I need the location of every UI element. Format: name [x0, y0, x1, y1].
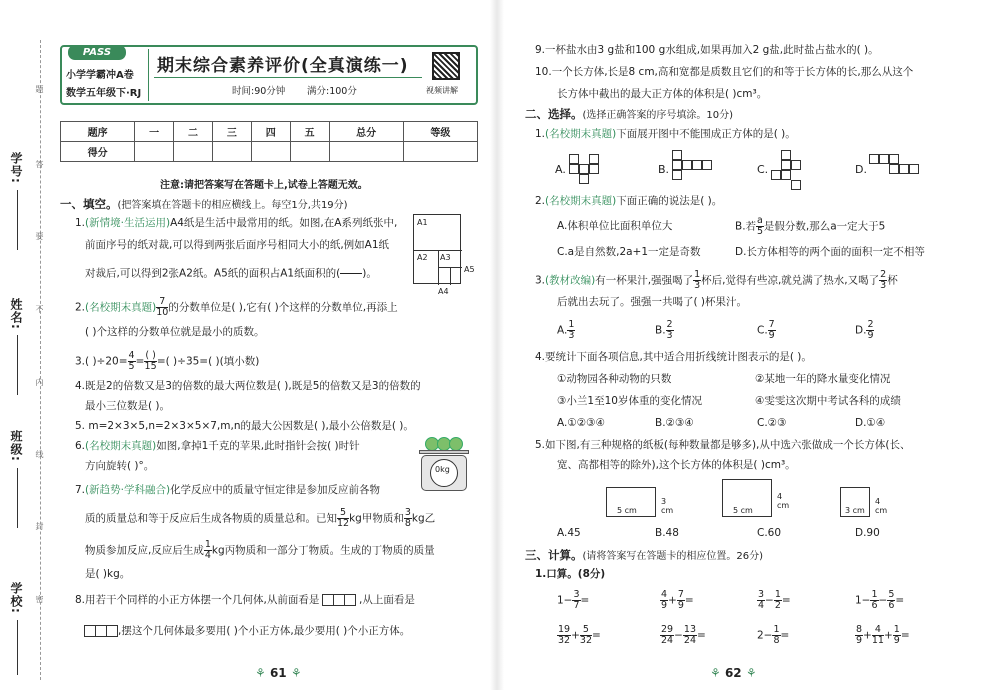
- board-5x3: 5 cm 3 cm: [606, 487, 656, 517]
- qr-label: 视频讲解: [426, 86, 458, 95]
- c1-option-a[interactable]: A.: [555, 163, 566, 176]
- c4-option-b[interactable]: B.②③④: [655, 417, 694, 429]
- cube-net-d: [869, 154, 929, 184]
- grade-label: 数学五年级下·RJ: [66, 88, 142, 99]
- c4-option-c[interactable]: C.②③: [757, 417, 787, 429]
- c4-option-a[interactable]: A.①②③④: [557, 417, 605, 429]
- notice: 注意:请把答案写在答题卡上,试卷上答题无效。: [160, 180, 368, 191]
- c1: 1.(名校期末真题)下面展开图中不能围成正方体的是( )。: [535, 128, 796, 140]
- q7-line4: 是( )kg。: [85, 568, 131, 580]
- scale-with-apples-icon: [415, 437, 473, 492]
- cube-net-c: [771, 150, 811, 190]
- side-mark: 密: [35, 595, 44, 603]
- c3-line2: 后就出去玩了。强强一共喝了( )杯果汁。: [557, 296, 748, 308]
- board-5x4: 5 cm 4 cm: [722, 479, 772, 517]
- k1-title: 1.口算。(8分): [535, 568, 606, 580]
- score-cell[interactable]: [251, 142, 290, 162]
- score-table: [60, 121, 478, 162]
- score-head: 三: [212, 122, 251, 142]
- calc-item: $\frac{3}{4}$ − $\frac{1}{2}$ =: [758, 589, 791, 611]
- series-name: 小学学霸冲A卷: [66, 70, 134, 81]
- a2-label: A2: [417, 253, 428, 262]
- book-gutter: [490, 0, 504, 690]
- pass-logo: PASS: [68, 45, 126, 60]
- c4: 4.要统计下面各项信息,其中适合用折线统计图表示的是( )。: [535, 351, 812, 363]
- score-head: 二: [174, 122, 213, 142]
- score-cell[interactable]: [403, 142, 477, 162]
- q1-line2: 前面序号的纸对裁,可以得到两张后面序号相同大小的纸,例如A1纸: [85, 239, 390, 251]
- name-label: 姓名:: [9, 298, 23, 330]
- c4-item: ④雯雯这次期中考试各科的成绩: [755, 395, 901, 407]
- q10-line2: 长方体中截出的最大正方体的体积是( )cm³。: [557, 88, 768, 100]
- calc-item: 2− $\frac{1}{8}$ =: [757, 624, 790, 646]
- a5-label: A5: [464, 265, 475, 274]
- c2-option-d[interactable]: D.长方体相等的两个面的面积一定不相等: [735, 246, 925, 258]
- paper-a-series-diagram: [413, 214, 475, 296]
- qr-code-icon[interactable]: [432, 52, 460, 80]
- c5-option-c[interactable]: C.60: [757, 527, 782, 539]
- exam-full-score: 满分:100分: [307, 86, 357, 97]
- calc-item: $\frac{29}{24}$ − $\frac{13}{24}$ =: [661, 624, 706, 646]
- q6-line2: 方向旋转( )°。: [85, 460, 155, 472]
- q9: 9.一杯盐水由3 g盐和100 g水组成,如果再加入2 g盐,此时盐占盐水的( )。: [535, 44, 879, 56]
- school-field[interactable]: [17, 620, 18, 675]
- c1-option-b[interactable]: B.: [658, 163, 670, 176]
- cube-nets-row: [555, 150, 975, 190]
- exam-title: 期末综合素养评价(全真演练一): [157, 56, 409, 76]
- c3-option-a[interactable]: A. $\frac{1}{3}$: [557, 319, 575, 341]
- q4-line2: 最小三位数是( )。: [85, 400, 171, 412]
- c2: 2.(名校期末真题)下面正确的说法是( )。: [535, 195, 723, 207]
- exam-time: 时间:90分钟: [232, 86, 286, 97]
- score-cell[interactable]: [290, 142, 329, 162]
- c3-option-d[interactable]: D. $\frac{2}{9}$: [855, 319, 874, 341]
- q1-line1: 1.(新情境·生活运用)A4纸是生活中最常用的纸。如图,在A系列纸张中,: [75, 217, 398, 229]
- side-mark: 题: [35, 85, 44, 93]
- q4-line1: 4.既是2的倍数又是3的倍数的最大两位数是( ),既是5的倍数又是3的倍数的: [75, 380, 421, 392]
- board-3x4: 3 cm 4 cm: [840, 487, 870, 517]
- c2-option-b[interactable]: B.若 $\frac{a}{5}$ 是假分数,那么a一定大于5: [735, 215, 886, 237]
- calc-item: 1− $\frac{1}{6}$ − $\frac{5}{6}$ =: [855, 589, 905, 611]
- q8-line2: ,摆这个几何体最多要用( )个小正方体,最少要用( )个小正方体。: [85, 624, 410, 639]
- section-3-title: 三、计算。(请将答案写在答题卡的相应位置。26分): [525, 548, 764, 562]
- student-id-field[interactable]: [17, 190, 18, 250]
- section-2-title: 二、选择。(选择正确答案的序号填涂。10分): [525, 107, 734, 121]
- c2-option-c[interactable]: C.a是自然数,2a+1一定是奇数: [557, 246, 701, 258]
- c1-option-d[interactable]: D.: [855, 163, 867, 176]
- page-number-left: ⚘ 61 ⚘: [255, 666, 302, 680]
- cube-net-a: [569, 154, 609, 184]
- score-head: 一: [135, 122, 174, 142]
- q7-line2: 质的质量总和等于反应后生成各物质的质量总和。已知 $\frac{5}{12}$ kg甲物质和 $\frac{3}{8}$ kg乙: [85, 507, 436, 529]
- cube-net-b: [672, 150, 712, 190]
- c5-option-b[interactable]: B.48: [655, 527, 679, 539]
- q10-line1: 10.一个长方体,长是8 cm,高和宽都是质数且它们的和等于长方体的长,那么从这个: [535, 66, 914, 78]
- score-cell[interactable]: [329, 142, 403, 162]
- c4-item: ②某地一年的降水量变化情况: [755, 373, 891, 385]
- school-label: 学校:: [9, 582, 23, 614]
- c5-option-a[interactable]: A.45: [557, 527, 581, 539]
- a1-label: A1: [417, 218, 428, 227]
- score-head: 题序: [61, 122, 135, 142]
- q7-line1: 7.(新趋势·学科融合)化学反应中的质量守恒定律是参加反应前各物: [75, 484, 381, 496]
- page-number-right: ⚘ 62 ⚘: [710, 666, 757, 680]
- c4-item: ①动物园各种动物的只数: [557, 373, 672, 385]
- scale-label: 0kg: [435, 465, 450, 474]
- score-cell[interactable]: [135, 142, 174, 162]
- score-cell[interactable]: [174, 142, 213, 162]
- c3-option-b[interactable]: B. $\frac{2}{3}$: [655, 319, 673, 341]
- q2-line1: 2.(名校期末真题) $\frac{7}{10}$ 的分数单位是( ),它有( )个这样的分数单位,再添上: [75, 296, 398, 318]
- side-mark: 要: [35, 232, 44, 240]
- score-head: 四: [251, 122, 290, 142]
- score-head: 总分: [329, 122, 403, 142]
- q7-line3: 物质参加反应,反应后生成 $\frac{1}{4}$ kg丙物质和一部分丁物质。生成的丁物质的质量: [85, 539, 435, 561]
- c5-option-d[interactable]: D.90: [855, 527, 880, 539]
- calc-row-1: 1− $\frac{3}{7}$ =: [557, 589, 590, 611]
- c1-option-c[interactable]: C.: [757, 163, 769, 176]
- c4-option-d[interactable]: D.①④: [855, 417, 886, 429]
- calc-item: $\frac{4}{9}$ + $\frac{7}{9}$ =: [661, 589, 694, 611]
- q6-line1: 6.(名校期末真题)如图,拿掉1千克的苹果,此时指针会按( )时针: [75, 440, 360, 452]
- student-id-label: 学号:: [9, 152, 23, 184]
- q3: 3.( )÷20= $\frac{4}{5}$ = $\frac{( )}{15}$ =( )÷35=( )(填小数): [75, 350, 260, 372]
- name-field[interactable]: [17, 335, 18, 395]
- a3-label: A3: [440, 253, 451, 262]
- side-mark: 答: [35, 160, 44, 168]
- q1-line3: 对裁后,可以得到2张A2纸。A5纸的面积占A1纸面积的( )。: [85, 263, 377, 284]
- exam-header: [60, 45, 478, 105]
- score-head: 五: [290, 122, 329, 142]
- c5-line1: 5.如下图,有三种规格的纸板(每种数量都是够多),从中选六张做成一个长方体(长、: [535, 439, 911, 451]
- binding-dash-line: [40, 40, 41, 680]
- calc-item: $\frac{8}{9}$ + $\frac{4}{11}$ + $\frac{1}{9}$ =: [856, 624, 910, 646]
- a4-label: A4: [438, 287, 449, 296]
- c5-line2: 宽、高都相等的除外),这个长方体的体积是( )cm³。: [557, 459, 796, 471]
- c3-line1: 3.(教材改编)有一杯果汁,强强喝了 $\frac{1}{3}$ 杯后,觉得有些凉,就兑满了热水,又喝了 $\frac{2}{3}$ 杯: [535, 269, 898, 291]
- score-row-label: 得分: [61, 142, 135, 162]
- c2-option-a[interactable]: A.体积单位比面积单位大: [557, 220, 673, 232]
- score-cell[interactable]: [212, 142, 251, 162]
- q2-line2: ( )个这样的分数单位就是最小的质数。: [85, 326, 265, 338]
- c4-item: ③小兰1至10岁体重的变化情况: [557, 395, 702, 407]
- q8-line1: 8.用若干个同样的小正方体摆一个几何体,从前面看是 ,从上面看是: [75, 594, 415, 606]
- side-mark: 内: [35, 378, 44, 386]
- side-mark: 线: [35, 450, 44, 458]
- c3-option-c[interactable]: C. $\frac{7}{9}$: [757, 319, 775, 341]
- score-head: 等级: [403, 122, 477, 142]
- side-mark: 不: [35, 305, 44, 313]
- side-mark: 封: [35, 522, 44, 530]
- section-1-title: 一、填空。(把答案填在答题卡的相应横线上。每空1分,共19分): [60, 197, 348, 211]
- class-label: 班级:: [9, 430, 23, 462]
- q5: 5. m=2×3×5,n=2×3×5×7,m,n的最大公因数是( ),最小公倍数是( )。: [75, 420, 414, 432]
- class-field[interactable]: [17, 468, 18, 528]
- calc-row-2: $\frac{19}{32}$ + $\frac{5}{32}$ =: [558, 624, 601, 646]
